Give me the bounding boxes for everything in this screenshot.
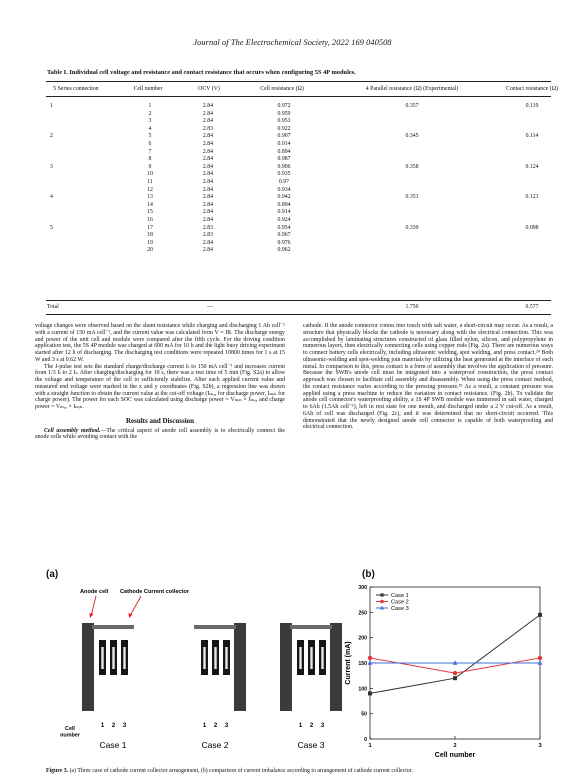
cell-number: 20 [147, 247, 153, 254]
case-label: Case 3 [297, 740, 325, 750]
cell-resistance: 0.935 [277, 171, 291, 178]
cell-number: 14 [147, 201, 153, 208]
cell-slot [203, 647, 205, 669]
paragraph-lead: Cell assembly method. [44, 427, 101, 434]
cell-ocv: 2.84 [202, 163, 214, 170]
cell-ocv: 2.84 [202, 171, 214, 178]
cell-ocv: 2.84 [202, 217, 214, 223]
cell-slot [225, 647, 227, 669]
cell-slot [310, 647, 312, 669]
cell-number: 18 [147, 232, 153, 239]
total-contact: 0.577 [525, 304, 539, 310]
cell-ocv: 2.83 [202, 125, 214, 132]
cell-number: 17 [147, 224, 153, 231]
table-header-cell: Cell number [133, 86, 163, 92]
cell-number: 2 [148, 110, 152, 117]
y-tick-label: 100 [358, 686, 367, 693]
y-axis-label: Current (mA) [345, 641, 352, 685]
cell-resistance: 0.962 [277, 247, 291, 254]
x-tick-label: 1 [368, 743, 372, 749]
panel-a-label: (a) [46, 569, 59, 580]
table-total-rule [46, 300, 551, 301]
table-caption: Table I. Individual cell voltage and resistance and contact resistance that occurs when configuring 5S 4P modules. [47, 69, 356, 76]
cell-number: 16 [147, 217, 153, 223]
contact-resistance: 0.098 [525, 224, 539, 231]
contact-resistance: 0.114 [525, 133, 539, 140]
x-tick-label: 3 [538, 743, 542, 749]
cell-ocv: 2.84 [202, 118, 214, 125]
journal-header: Journal of The Electrochemical Society, 2022 169 040508 [193, 38, 392, 47]
contact-resistance: 0.121 [525, 194, 539, 201]
cell-resistance: 0.967 [277, 232, 291, 239]
parallel-resistance: 0.357 [405, 103, 419, 109]
cell-resistance: 0.914 [277, 141, 291, 147]
table-top-rule [46, 81, 551, 82]
panel-b-label: (b) [362, 569, 375, 580]
cell-number: 7 [148, 148, 152, 155]
legend-marker [380, 593, 383, 596]
cell-resistance: 0.907 [277, 133, 291, 140]
cell-ocv: 2.84 [202, 247, 214, 254]
cell-number: 9 [148, 163, 152, 170]
cell-resistance: 0.922 [277, 125, 291, 132]
cell-slot [112, 647, 114, 669]
table-header-cell: Cell resistance (Ω) [260, 86, 304, 92]
left-paragraph-2: The J-pulse test sets the standard charge/discharge current Iₜ to 150 mA cell⁻¹ and increases current from 1/3 Iₜ to 2 Iₜ. After charging/discharging for 10 s, there was a rest time of 5 min (Fig. S2a) to allow the voltage and temperature of the cell to sufficiently stabilize. After each applied current value and measured end voltage were marked in the x and y coordinates (Fig. S2b), a regression line was drawn with a straight function to obtain the current value at the cut-off voltage (Iₘₐₓ for discharge power, Iₘᵢₙ for charge power). The power for each SOC was calculated using discharge power = Vₘᵢₙ × Iₘₐₓ and charge power = Vₘₐₓ × Iₘᵢₙ. [35, 363, 285, 410]
parallel-resistance: 0.351 [405, 194, 419, 201]
legend-label: Case 2 [391, 599, 409, 606]
cell-number-tick: 1 [100, 723, 105, 729]
data-point [453, 676, 457, 680]
series-number: 1 [50, 103, 53, 109]
cell-ocv: 2.84 [202, 110, 214, 117]
series-number: 4 [50, 194, 53, 201]
right-paragraph-1: cathode. If the anode connector comes into touch with salt water, a short-circuit may occur. As a result, a structure that physically blocks the cathode is necessary along with the electrical connection. This was accomplished by laminating structures constructed of glass filled nylon, silicon, and polypropylene in numerous layers, then electrically connecting cells using copper rods (Fig. 2a). There are numerous ways to connect battery cells electrically, including ultrasonic welding, spot welding, and press contact.²⁴ Both ultrasonic-welding and spot-welding join materials by utilizing the heat generated at the interface of each metal. In comparison to this, press contact is a form of assembly that involves the application of pressure. Because the SWB's anode cell must be integrated into a waterproof construction, the press contact approach was chosen to facilitate cell assembly and disassembly. When using the press contact method, the contact resistance varies according to the pressing pressure.²⁵ As a result, a constant pressure was applied using a press machine to reduce the variation in contact resistance. (Fig. 2b). To validate the anode cell connector's waterproofing ability, a 1S 4P SWB module was immersed in salt water, charged to 6Ah (1.5Ah cell⁻¹), left in rest state for one month, and discharged under a 2 V cut-off. As a result, 6Ah of cell was discharged (Fig. 2c), and it was determined that no short-circuit occurred. This demonstrated that the newly designed anode cell connector is capable of both waterproofing and electrical connection. [303, 323, 553, 431]
cell-number: 4 [148, 125, 152, 132]
data-point [538, 613, 542, 617]
right-column [303, 323, 553, 431]
cell-resistance: 0.954 [277, 224, 291, 231]
series-line [370, 615, 540, 694]
cell-number-tick: 2 [309, 723, 314, 729]
figure-caption-lead: Figure 3. [46, 768, 69, 774]
cell-ocv: 2.83 [202, 232, 214, 239]
legend-label: Case 1 [391, 593, 409, 599]
anode-arrow-head [90, 613, 94, 618]
cell-resistance: 0.97 [278, 179, 290, 185]
cell-number-tick: 3 [320, 723, 325, 729]
total-label: Total [47, 304, 59, 310]
contact-resistance: 0.124 [525, 163, 539, 170]
y-tick-label: 250 [358, 610, 367, 617]
cell-ocv: 2.84 [202, 141, 214, 147]
collector-arrow-head [129, 613, 133, 618]
y-tick-label: 150 [358, 661, 367, 667]
cell-number-tick: 1 [298, 723, 303, 729]
cell-number: 1 [148, 103, 152, 109]
series-number: 3 [50, 163, 53, 170]
cell-ocv: 2.84 [202, 209, 214, 216]
series-number: 5 [50, 224, 53, 231]
cell-number: 6 [148, 141, 152, 147]
cell-resistance: 0.942 [277, 194, 291, 201]
collector-strip [280, 623, 292, 711]
table-header-cell: OCV (V) [198, 86, 220, 92]
cell-number: 10 [147, 171, 153, 178]
left-paragraph-3: —The critical aspect of anode cell assembly is to electrically connect the anode cells while avoiding contact with the [35, 427, 285, 441]
cell-resistance: 0.987 [277, 156, 291, 163]
cell-number: 13 [147, 194, 153, 201]
panel-a-diagram [46, 585, 346, 757]
cell-ocv: 2.84 [202, 133, 214, 140]
cell-slot [214, 647, 216, 669]
cell-resistance: 0.924 [277, 217, 291, 223]
data-point [538, 656, 542, 660]
cell-resistance: 0.894 [277, 148, 291, 155]
collector-arrow [130, 596, 141, 616]
series-number: 2 [50, 133, 53, 140]
cell-number-tick: 2 [111, 723, 116, 729]
collector-label: Cathode Current collector [120, 589, 189, 595]
y-tick-label: 50 [361, 711, 367, 718]
table-header-cell: 4 Parallel resistance (Ω) (Experimental) [365, 86, 459, 92]
parallel-resistance: 0.345 [405, 133, 419, 140]
cell-number-tick: 3 [122, 723, 127, 729]
cell-slot [123, 647, 125, 669]
cell-resistance: 0.906 [277, 163, 291, 170]
table-header-rule [46, 96, 551, 97]
cell-resistance: 0.959 [277, 110, 291, 117]
cell-ocv: 2.84 [202, 239, 214, 246]
collector-strip [82, 623, 94, 711]
connector-bar [92, 625, 134, 629]
cell-ocv: 2.84 [202, 148, 214, 155]
y-tick-label: 200 [358, 635, 367, 642]
left-column [35, 323, 285, 441]
cell-resistance: 0.914 [277, 209, 291, 216]
cell-number: 8 [148, 156, 152, 163]
total-parallel: 1.750 [405, 304, 419, 310]
parallel-resistance: 0.339 [405, 224, 419, 231]
legend-label: Case 3 [391, 606, 409, 612]
cell-resistance: 0.953 [277, 118, 291, 125]
cell-slot [299, 647, 301, 669]
table-header-cell: Contact resistance (Ω) [506, 86, 558, 92]
connector-bar [290, 625, 332, 629]
cell-resistance: 0.976 [277, 239, 291, 246]
anode-arrow [91, 596, 96, 616]
current-chart [340, 577, 555, 762]
cell-number-tick: 2 [213, 723, 218, 729]
table-header-cell: 5 Series connection [53, 86, 99, 92]
figure-caption-text: (a) Three case of cathode current collector arrangement, (b) comparison of current imbalance according to arrangement of cathode current collector. [69, 768, 413, 774]
cell-number: 15 [147, 209, 153, 216]
cell-resistance: 0.894 [277, 201, 291, 208]
table-bottom-rule [46, 314, 551, 315]
legend-marker [380, 600, 384, 604]
collector-strip [234, 623, 246, 711]
data-point [453, 671, 457, 675]
section-heading: Results and Discussion [125, 416, 195, 425]
cell-ocv: 2.84 [202, 186, 214, 193]
cell-resistance: 0.934 [277, 186, 291, 193]
x-tick-label: 2 [453, 743, 457, 749]
cell-number: 3 [148, 118, 152, 125]
anode-cell-label: Anode cell [80, 589, 109, 595]
cell-ocv: 2.84 [202, 194, 214, 201]
y-tick-label: 0 [364, 737, 367, 743]
total-ocv: — [207, 304, 213, 310]
left-paragraph-1: voltage changes were observed based on the shunt resistance while charging and discharging 1 Ah cell⁻¹ with a current of 150 mA cell⁻¹, and the current value was calculated from V = IR. The discharge energy and power of the unit cell and module were compared after the fifth cycle. For the driving condition application test, the 5S 4P module was charged at 600 mA for 10 h and the light buoy driving experiment started after 12 h of discharging. The discharging test conditions were repeated 10800 times for 1 s at 15 W and 3 s at 0.62 W. [35, 323, 285, 363]
figure-caption [46, 768, 413, 774]
cell-number: 11 [147, 179, 153, 185]
cell-ocv: 2.84 [202, 201, 214, 208]
contact-resistance: 0.119 [525, 103, 539, 109]
cell-ocv: 2.84 [202, 103, 214, 109]
cell-number-tick: 1 [202, 723, 207, 729]
connector-bar [194, 625, 236, 629]
cell-ocv: 2.83 [202, 224, 214, 231]
cell-number-label: Cell number [60, 726, 80, 739]
series-line [370, 658, 540, 673]
cell-ocv: 2.84 [202, 156, 214, 163]
parallel-resistance: 0.358 [405, 163, 419, 170]
case-label: Case 1 [99, 740, 127, 750]
cell-number-tick: 3 [224, 723, 229, 729]
cell-number: 19 [147, 239, 153, 246]
x-axis-label: Cell number [434, 752, 476, 759]
y-tick-label: 300 [358, 585, 367, 591]
cell-slot [321, 647, 323, 669]
data-point [368, 691, 372, 695]
cell-resistance: 0.972 [277, 103, 291, 109]
cell-ocv: 2.84 [202, 179, 214, 185]
cell-slot [101, 647, 103, 669]
cell-number: 12 [147, 186, 153, 193]
data-point [368, 656, 372, 660]
cell-number: 5 [148, 133, 152, 140]
case-label: Case 2 [201, 740, 229, 750]
